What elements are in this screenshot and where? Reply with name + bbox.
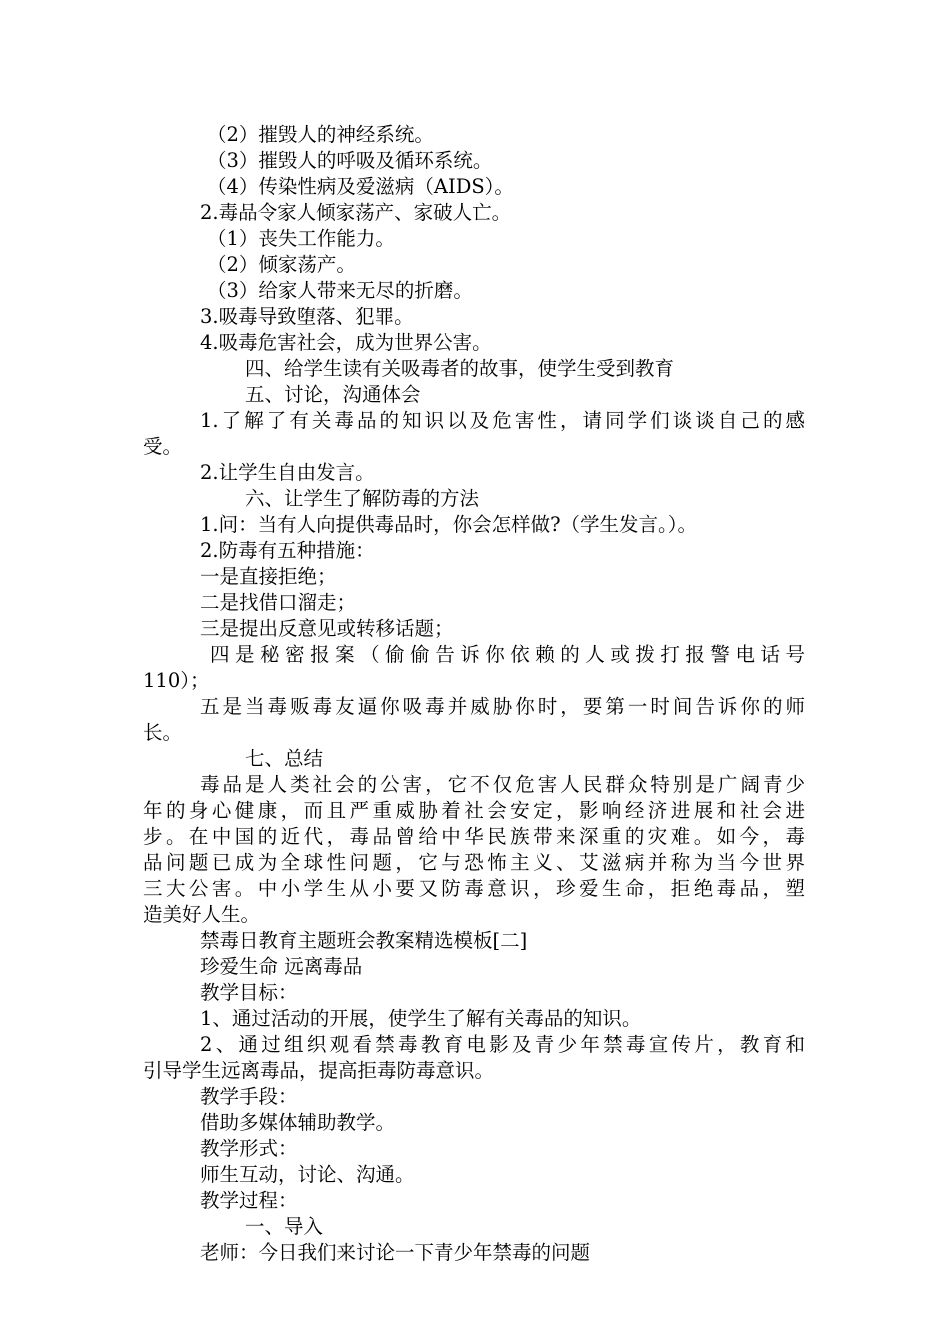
text-line: 老师：今日我们来讨论一下青少年禁毒的问题: [200, 1241, 591, 1264]
text-line: 3.吸毒导致堕落、犯罪。: [200, 305, 414, 328]
section-heading: 一、导入: [245, 1215, 324, 1238]
text-line: 品问题已成为全球性问题，它与恐怖主义、艾滋病并称为当今世界: [143, 851, 805, 874]
section-heading: 七、总结: [245, 747, 324, 770]
text-line: 步。在中国的近代，毒品曾给中华民族带来深重的灾难。如今，毒: [143, 825, 805, 848]
text-line: （4）传染性病及爱滋病（AIDS）。: [207, 175, 514, 198]
text-line: 三是提出反意见或转移话题；: [200, 617, 454, 640]
text-line: 二是找借口溜走；: [200, 591, 357, 614]
text-line: 2、通过组织观看禁毒教育电影及青少年禁毒宣传片，教育和: [200, 1033, 805, 1056]
text-line: 年的身心健康，而且严重威胁着社会安定，影响经济进展和社会进: [143, 799, 805, 822]
text-line: 2.防毒有五种措施：: [200, 539, 375, 562]
text-line: 2.让学生自由发言。: [200, 461, 375, 484]
text-line: 110）；: [143, 669, 210, 692]
text-line: （2）摧毁人的神经系统。: [207, 123, 434, 146]
text-line: 受。: [143, 435, 183, 458]
text-line: 4.吸毒危害社会，成为世界公害。: [200, 331, 492, 354]
section-heading: 六、让学生了解防毒的方法: [245, 487, 480, 510]
text-line: 1.问：当有人向提供毒品时，你会怎样做?（学生发言。）。: [200, 513, 698, 536]
text-line: 珍爱生命 远离毒品: [200, 955, 363, 978]
text-line: 五是当毒贩毒友逼你吸毒并威胁你时，要第一时间告诉你的师: [200, 695, 805, 718]
text-line: 师生互动，讨论、沟通。: [200, 1163, 415, 1186]
text-line: （3）摧毁人的呼吸及循环系统。: [207, 149, 493, 172]
text-line: 借助多媒体辅助教学。: [200, 1111, 396, 1134]
text-line: 教学形式：: [200, 1137, 298, 1160]
text-line: 四是秘密报案（偷偷告诉你依赖的人或拨打报警电话号: [210, 643, 805, 666]
text-line: 教学手段：: [200, 1085, 298, 1108]
text-line: 三大公害。中小学生从小要又防毒意识，珍爱生命，拒绝毒品，塑: [143, 877, 805, 900]
text-line: 教学过程：: [200, 1189, 298, 1212]
section-heading: 五、讨论，沟通体会: [245, 383, 421, 406]
text-line: 长。: [143, 721, 183, 744]
text-line: 一是直接拒绝；: [200, 565, 337, 588]
text-line: 1、通过活动的开展，使学生了解有关毒品的知识。: [200, 1007, 642, 1030]
section-heading: 四、给学生读有关吸毒者的故事，使学生受到教育: [245, 357, 675, 380]
document-subtitle: 禁毒日教育主题班会教案精选模板[二]: [200, 929, 528, 952]
text-line: 毒品是人类社会的公害，它不仅危害人民群众特别是广阔青少: [200, 773, 805, 796]
text-line: 造美好人生。: [143, 903, 261, 926]
text-line: 1.了解了有关毒品的知识以及危害性，请同学们谈谈自己的感: [200, 409, 805, 432]
text-line: 引导学生远离毒品，提高拒毒防毒意识。: [143, 1059, 495, 1082]
text-line: （2）倾家荡产。: [207, 253, 356, 276]
text-line: （3）给家人带来无尽的折磨。: [207, 279, 473, 302]
text-line: 2.毒品令家人倾家荡产、家破人亡。: [200, 201, 512, 224]
text-line: 教学目标：: [200, 981, 298, 1004]
text-line: （1）丧失工作能力。: [207, 227, 395, 250]
